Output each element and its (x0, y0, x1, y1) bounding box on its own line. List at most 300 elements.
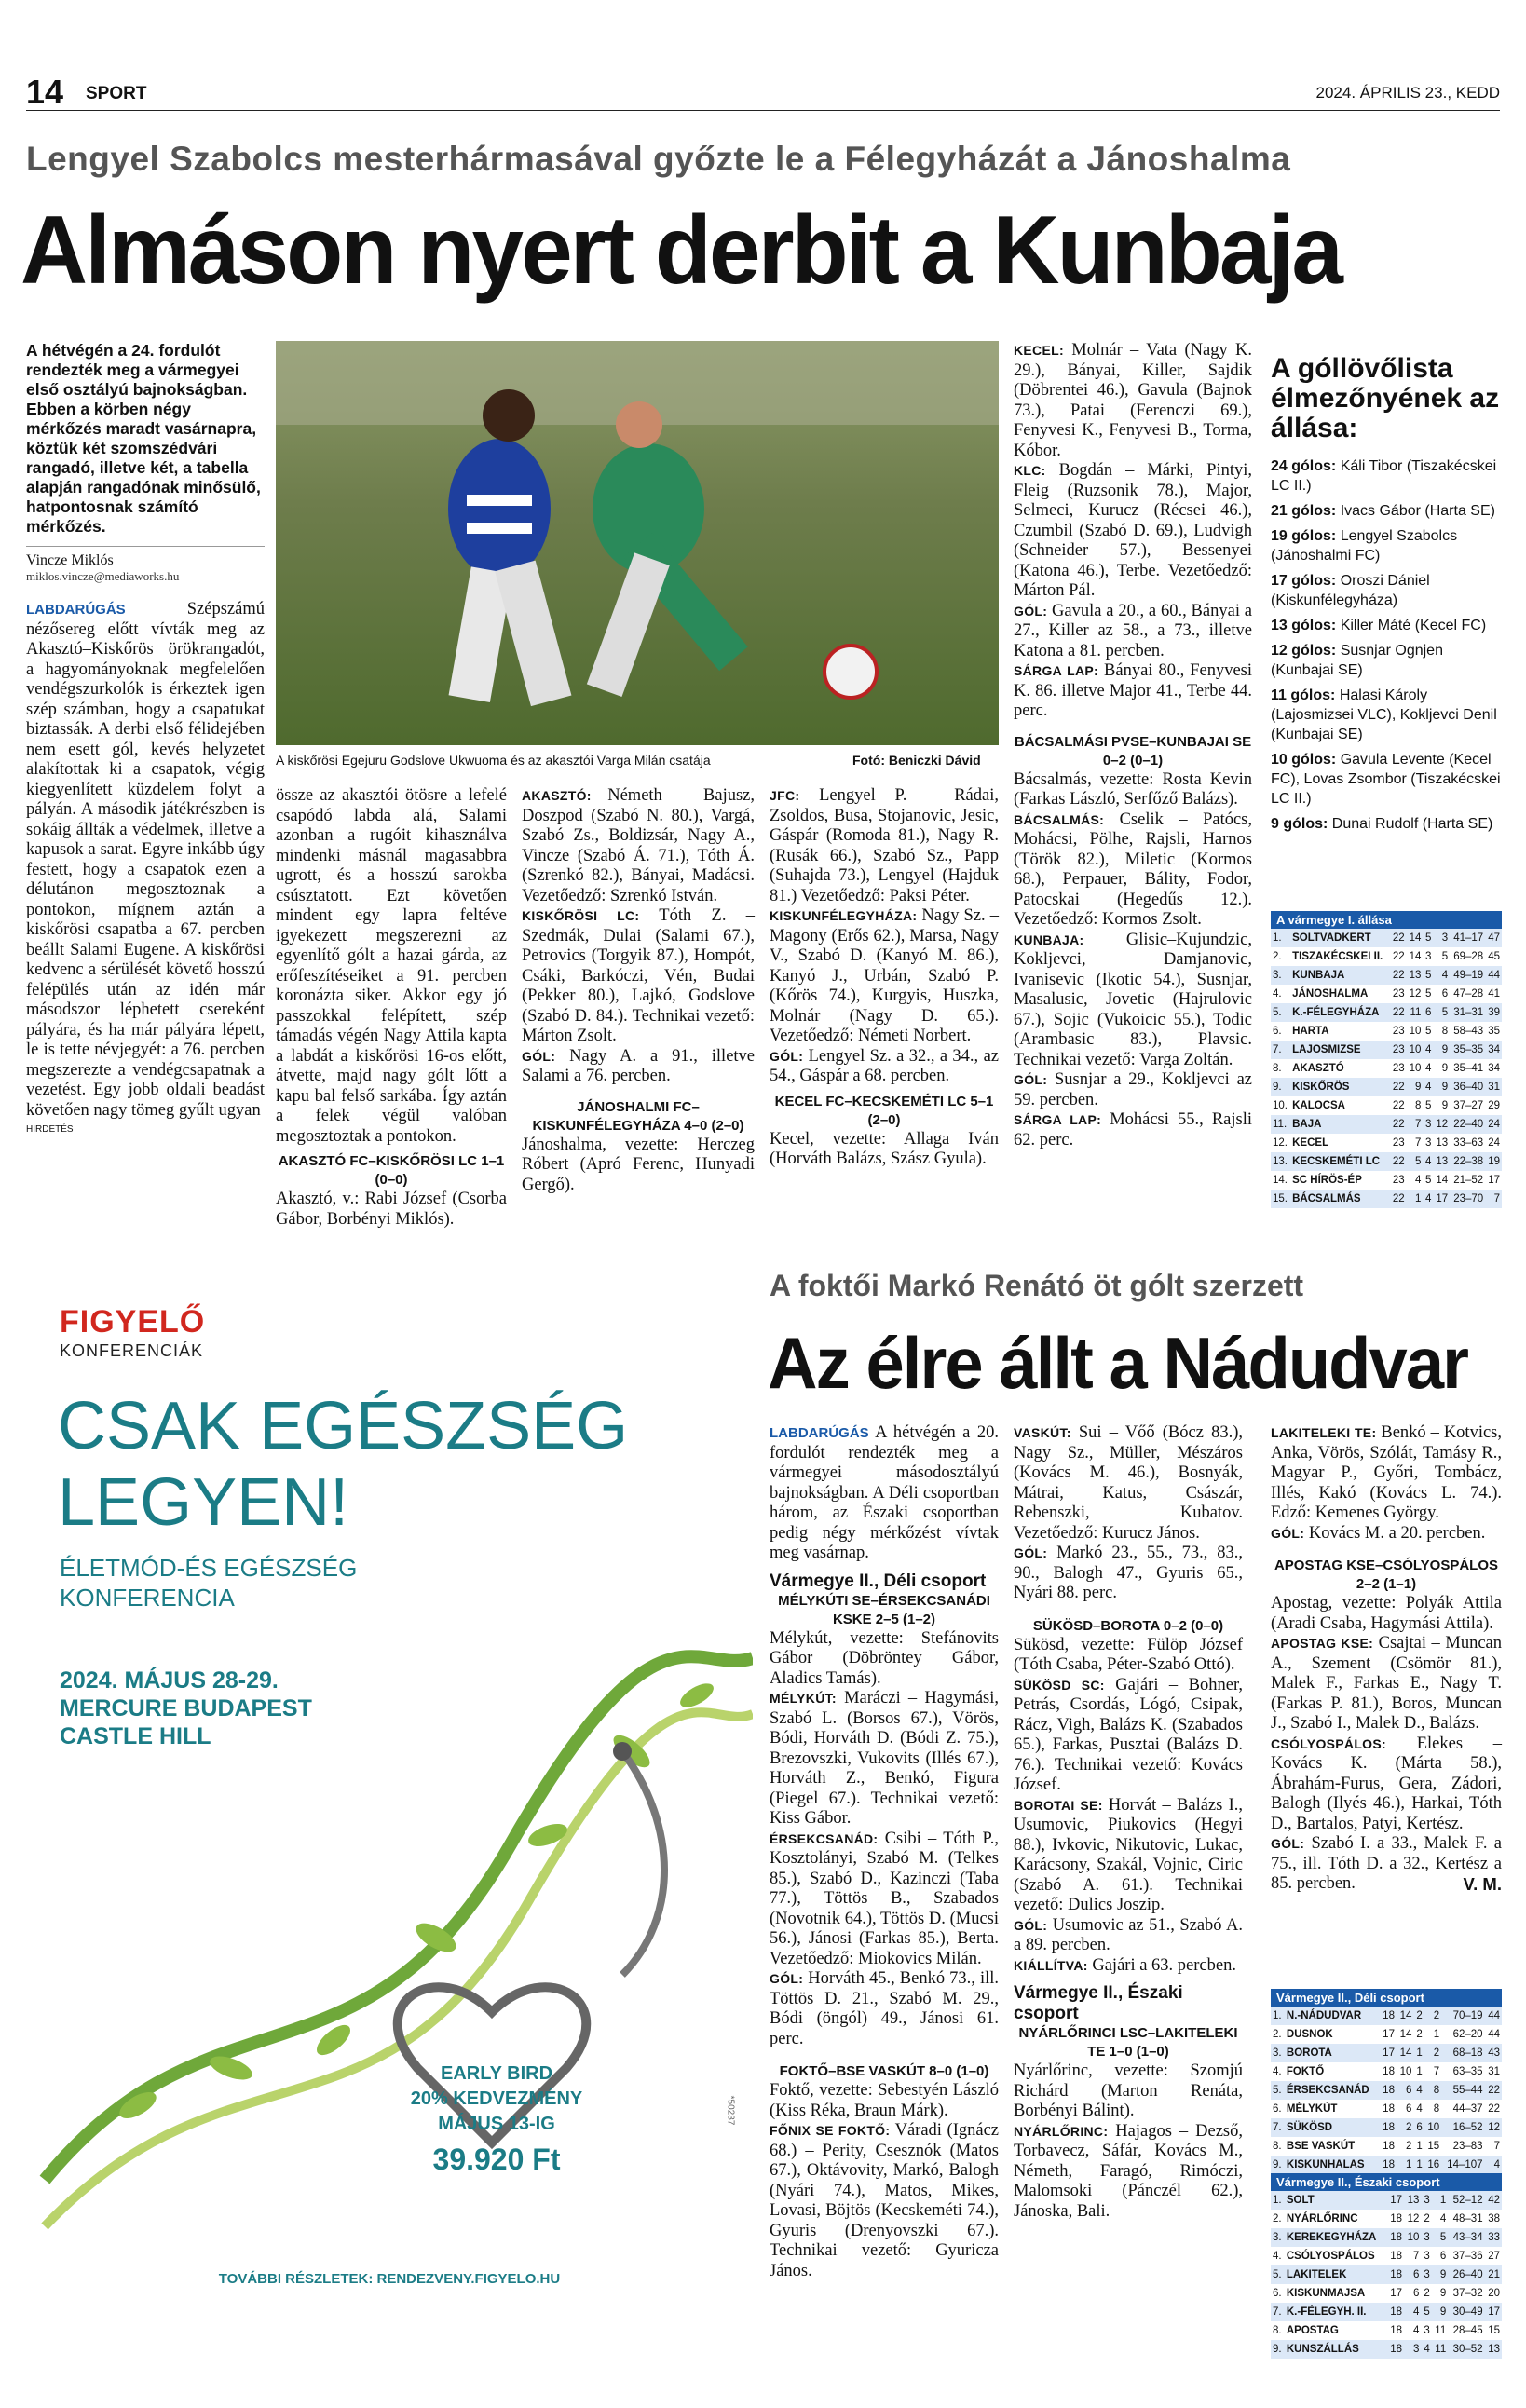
table-cell: 44 (1485, 2007, 1502, 2025)
table-cell: 4 (1423, 1078, 1433, 1096)
table-row (1271, 1059, 1502, 1078)
table-cell: 16–52 (1441, 2118, 1484, 2137)
table-cell: 14 (1399, 2029, 1412, 2040)
table-cell: 5 (1425, 988, 1432, 1000)
table-row (1271, 1041, 1502, 1059)
table-cell: 3 (1423, 1115, 1433, 1134)
table-cell: 43 (1485, 2044, 1502, 2062)
ad-date-1: 2024. MÁJUS 28-29. (60, 1667, 279, 1694)
table-cell: 4 (1416, 2103, 1423, 2115)
table-cell: 9 (1439, 2288, 1447, 2299)
scorer-goals: 21 gólos: (1271, 503, 1337, 519)
table-cell: 10. (1273, 1100, 1288, 1111)
scorer-item (1271, 571, 1502, 610)
table-cell: 9 (1407, 1078, 1424, 1096)
table-cell: 14 (1409, 951, 1422, 962)
table-cell: 18 (1383, 2066, 1395, 2077)
article1-body1: Szépszámú nézősereg előtt vívták meg az Akasztó–Kiskőrös örökrangadót, a hagyományoknak megfelelően vendégszurkolók is érkeztek igen szép számban, hogy a csapatukat biztassák. A derbi első félidejében nem esett gól, kevés helyzetet alakítottak ki a csapatok, végig kiegyenlített küzdelem folyt a pályán. A második játékrészben is sokáig állták a védelmek, illetve a kapusok a sarat. Egyre inkább úgy festett, hogy a csapatok ezen a délutánon megosztoznak a pontokon, mígnem aztán a kiskőrösi csapatba a 67. percben beállt Salami Eugene. A kiskőrösi kedvenc a sérülését követő hosszú felépülés után az idén már másodszor léphetett csereként pályára, és ha már pályára lépett, le is tette névjegyét: a 76. percben megszerezte a vendégcsapatnak a vezetést. Egy jobb oldali beadást követően nagy tömeg gyűlt ugyan (26, 600, 265, 1120)
table-row (1271, 2007, 1502, 2025)
table-cell: 17 (1433, 1190, 1450, 1208)
table-cell: 22 (1390, 1115, 1407, 1134)
table-cell: 11 (1407, 1003, 1424, 1022)
table-cell: 18 (1387, 2228, 1404, 2247)
match4-lineup-bacsalmas: BÁCSALMÁS: Cselik – Patócs, Mohácsi, Pölhe, Rajsli, Harnos (Török 82.), Miletic (Kormos 68.), Perpauer, Bálity, Fodor, Patocskai (Hegedűs 12.). Vezetőedző: Kormos Zsolt. (1014, 809, 1252, 929)
section-label: SPORT (86, 84, 147, 103)
south-match3-header: SÜKÖSD–BOROTA 0–2 (0–0) (1032, 1617, 1224, 1634)
table-cell: 5 (1425, 1175, 1432, 1186)
table-cell: 22–40 (1450, 1115, 1485, 1134)
table-cell: 13 (1407, 966, 1424, 985)
scorer-goals: 9 gólos: (1271, 816, 1328, 832)
table-row (1271, 2265, 1502, 2284)
table-cell: 12 (1433, 1115, 1450, 1134)
table-cell: N.-NÁDUDVAR (1285, 2007, 1380, 2025)
table-cell: AKASZTÓ (1292, 1063, 1344, 1074)
table3-title: Vármegye II., Északi csoport (1271, 2173, 1502, 2191)
table-cell: 52–12 (1448, 2191, 1484, 2210)
table-row (1271, 2062, 1502, 2081)
table-row (1271, 2228, 1502, 2247)
table-cell: LAKITELEK (1285, 2265, 1387, 2284)
table-cell: 6. (1273, 2103, 1282, 2115)
table-cell: 31–31 (1450, 1003, 1485, 1022)
table-cell: 8. (1273, 1063, 1282, 1074)
standings-table-2 (1271, 2007, 1502, 2174)
table-cell: 42 (1485, 2191, 1502, 2210)
table-row (1271, 2191, 1502, 2210)
scorer-name: Káli Tibor (Tiszakécskei LC II.) (1271, 458, 1497, 494)
scorer-goals: 19 gólos: (1271, 528, 1337, 544)
match3-cards: SÁRGA LAP: Bányai 80., Fenyvesi K. 86. illetve Major 41., Terbe 44. perc. (1014, 661, 1253, 720)
table-cell: 45 (1488, 951, 1500, 962)
match2-lineup-felegyhaza: KISKUNFÉLEGYHÁZA: Nagy Sz. – Magony (Erős 62.), Marsa, Nagy V., Szabó D. (Kanyó M. 86.), Kanyó J., Urbán, Szabó P. (Kőrös 74.), Kurgyis, Huszka, Molnár (Nagy D. 65.). Vezetőedző: Németi Norbert. (770, 906, 999, 1045)
south-match1-goals: GÓL: Horváth 45., Benkó 73., ill. Töttös D. 21., Szabó M. 29., Bódi (öngól) 49., Jánosi 61. perc. (770, 1969, 1000, 2048)
table-cell: 4 (1413, 2081, 1424, 2100)
table1-title: A vármegye I. állása (1271, 911, 1502, 929)
table-cell: 41 (1488, 988, 1500, 1000)
table-cell: 9 (1432, 2303, 1448, 2321)
table-cell: 17 (1488, 1175, 1500, 1186)
table-cell: 6 (1423, 1003, 1433, 1022)
table-cell: 7 (1413, 2251, 1420, 2262)
match-photo (276, 341, 999, 745)
table-cell: LAJOSMIZSE (1290, 1041, 1390, 1059)
section-tag: LABDARÚGÁS (26, 602, 126, 618)
match2-goals: GÓL: Lengyel Sz. a 32., a 34., az 54., Gáspár a 68. percben. (770, 1046, 999, 1085)
table-cell: 22 (1390, 1190, 1407, 1208)
article1-col5 (1014, 341, 1252, 1150)
table-cell: 34 (1488, 1063, 1500, 1074)
table-cell: 33 (1485, 2228, 1502, 2247)
table-cell: 18 (1387, 2303, 1404, 2321)
table-cell: KALOCSA (1292, 1100, 1345, 1111)
article2-kicker: A foktői Markó Renátó öt gólt szerzett (770, 1269, 1304, 1302)
table-cell: HARTA (1292, 1026, 1329, 1037)
table-cell: 1 (1413, 2156, 1424, 2174)
table-row (1271, 2303, 1502, 2321)
south-match3-lineup-a: SÜKÖSD SC: Gajári – Bohner, Petrás, Csordás, Lógó, Csipak, Rácz, Vigh, Balázs K. (Szabados 65.), Farkas, Pusztai (Balázs D. 76.). Technikai vezető: Kovács József. (1014, 1675, 1243, 1794)
table-cell: 23–70 (1450, 1190, 1485, 1208)
page-date: 2024. ÁPRILIS 23., KEDD (1315, 84, 1500, 102)
table-row (1271, 985, 1502, 1003)
table-row (1271, 1003, 1502, 1022)
table-cell: 4 (1433, 966, 1450, 985)
table-cell: SOLTVADKERT (1290, 929, 1390, 947)
article2-signature: V. M. (1463, 1874, 1502, 1894)
table-row (1271, 2025, 1502, 2044)
table-cell: 5 (1425, 1100, 1432, 1111)
table-cell: 9 (1432, 2265, 1448, 2284)
table-row (1271, 2247, 1502, 2265)
table-row (1271, 966, 1502, 985)
table-cell: 17 (1390, 2288, 1403, 2299)
table-cell: 1. (1271, 2191, 1285, 2210)
table-cell: 9. (1271, 2340, 1285, 2359)
table-cell: 23–83 (1452, 2141, 1483, 2152)
table-row (1271, 2340, 1502, 2359)
table-cell: 18 (1390, 2325, 1403, 2336)
article1-col2 (276, 786, 507, 1230)
scorer-item (1271, 686, 1502, 744)
south-match2-referee: Foktő, vezette: Sebestyén László (Kiss Réka, Braun Márk). (770, 2081, 999, 2120)
match4-goals: GÓL: Susnjar a 29., Kokljevci az 59. percben. (1014, 1070, 1252, 1109)
table-cell: 5. (1271, 2081, 1285, 2100)
table-cell: FOKTŐ (1286, 2066, 1325, 2077)
scorer-name: Ivacs Gábor (Harta SE) (1340, 503, 1495, 519)
scorer-name: Lengyel Szabolcs (Jánoshalmi FC) (1271, 528, 1458, 564)
table-cell: 34 (1485, 1041, 1502, 1059)
table-row (1271, 2118, 1502, 2137)
table-cell: 2 (1424, 2213, 1430, 2224)
south-match1-lineup-b: ÉRSEKCSANÁD: Csibi – Tóth P., Kosztolányi, Szabó M. (Telkes 85.), Szabó D., Kazinczi (Taba 77.), Töttös B., Szabados (Novotnik 64.), Töttös D. (Mucsi 56.), Jánosi (Farkas 85.), Berta. Vezetőedző: Miokovics Milán. (770, 1829, 999, 1968)
table-cell: KISKUNMAJSA (1286, 2288, 1366, 2299)
table-cell: 3 (1424, 2325, 1430, 2336)
table-cell: 13 (1433, 1152, 1450, 1171)
standings-table-3 (1271, 2191, 1502, 2359)
table-cell: 1 (1416, 2141, 1423, 2152)
table-cell: 11 (1435, 2325, 1447, 2336)
standings-table-1 (1271, 929, 1502, 1208)
match1-referee: Akasztó, v.: Rabi József (Csorba Gábor, Borbényi Miklós). (276, 1190, 507, 1229)
table-cell: 69–28 (1453, 951, 1484, 962)
ad-code: *50237 (725, 2095, 736, 2126)
scorer-goals: 13 gólos: (1271, 618, 1337, 633)
table-cell: 6 (1413, 2288, 1420, 2299)
north-match2-referee: Apostag, vezette: Polyák Attila (Aradi Csaba, Hagymási Attila). (1271, 1594, 1502, 1633)
table-row (1271, 2210, 1502, 2228)
table-cell: 4 (1404, 2303, 1421, 2321)
table-cell: 30–49 (1448, 2303, 1484, 2321)
author-email[interactable]: miklos.vincze@mediaworks.hu (26, 569, 180, 583)
north-match1-header: NYÁRLŐRINCI LSC–LAKITELEKI TE 1–0 (1–0) (1018, 2025, 1238, 2060)
author: Vincze Miklós (26, 552, 114, 568)
table-cell: 1 (1413, 2044, 1424, 2062)
table-cell: 58–43 (1453, 1026, 1484, 1037)
scorer-goals: 24 gólos: (1271, 458, 1337, 474)
scorers-title: A góllövőlista élmezőnyének az állása: (1271, 353, 1500, 443)
table-cell: 18 (1390, 2213, 1403, 2224)
table-cell: 22 (1392, 1100, 1405, 1111)
table-cell: 22 (1392, 951, 1405, 962)
table-cell: 18 (1380, 2118, 1397, 2137)
scorer-name: Halasi Károly (Lajosmizsei VLC), Kokljevci Denil (Kunbajai SE) (1271, 687, 1497, 742)
ad-sub-2: KONFERENCIA (60, 1584, 235, 1612)
table-cell: 3 (1421, 2228, 1431, 2247)
scorer-goals: 17 gólos: (1271, 573, 1337, 589)
table-varmegye1 (1271, 911, 1502, 1208)
table-cell: 39 (1485, 1003, 1502, 1022)
table-cell: 35–35 (1450, 1041, 1485, 1059)
table-cell: 6. (1273, 2288, 1282, 2299)
north-match1-lineup-a: NYÁRLŐRINC: Hajagos – Dezső, Torbavecz, Sáfár, Kovács M., Németh, Faragó, Rimóczi, Malomsoki (Pánczél 62.), Jánoska, Bali. (1014, 2121, 1244, 2221)
table-cell: 15 (1488, 2325, 1500, 2336)
table-cell: 4 (1485, 2156, 1502, 2174)
table-row (1271, 2044, 1502, 2062)
table-cell: 2 (1405, 2141, 1412, 2152)
table-cell: 2 (1397, 2118, 1413, 2137)
ad-price: 39.920 Ft (432, 2143, 561, 2176)
table-cell: 55–44 (1441, 2081, 1484, 2100)
table-cell: 5 (1432, 2228, 1448, 2247)
article2-col1 (770, 1423, 999, 2281)
dna-leaf-illustration (26, 1267, 753, 2320)
south-match1-referee: Mélykút, vezette: Stefánovits Gábor (Döbröntey Gábor, Aladics Tamás). (770, 1628, 999, 1688)
table-cell: 10 (1409, 1063, 1422, 1074)
table-cell: 4 (1415, 1175, 1422, 1186)
scorers-box (1271, 354, 1502, 839)
scorer-name: Dunai Rudolf (Harta SE) (1331, 816, 1493, 832)
table-cell: 22 (1390, 929, 1407, 947)
table-cell: 18 (1387, 2265, 1404, 2284)
table-cell: 10 (1399, 2066, 1412, 2077)
table-cell: 4. (1273, 2066, 1282, 2077)
table-cell: 22 (1485, 2081, 1502, 2100)
table-cell: 14–107 (1441, 2156, 1484, 2174)
table-cell: 3 (1404, 2340, 1421, 2359)
table-cell: 18 (1380, 2081, 1397, 2100)
table-cell: 6 (1397, 2081, 1413, 2100)
south-match1-lineup-a: MÉLYKÚT: Maráczi – Hagymási, Szabó L. (Borsos 67.), Vörös, Bódi, Horváth D. (Bódi Z. 75.), Brezovszki, Vukovits (Illés 67.), Horváth Z., Benkó, Figura (Piegel 67.). Technikai vezető: Kiss Gábor. (770, 1689, 1000, 1828)
table-cell: 14 (1407, 929, 1424, 947)
group-north-heading: Vármegye II., Északi csoport (1014, 1983, 1183, 2023)
table-cell: 49–19 (1450, 966, 1485, 985)
ad-discount: 20% KEDVEZMÉNY (410, 2088, 583, 2109)
table-cell: 3 (1424, 2251, 1430, 2262)
match3-goals: GÓL: Gavula a 20., a 60., Bányai a 27., Killer az 58., a 73., illetve Katona a 81. percben. (1014, 601, 1252, 660)
table-cell: 20 (1488, 2288, 1500, 2299)
south-match3-goals: GÓL: Usumovic az 51., Szabó A. a 89. percben. (1014, 1915, 1243, 1954)
page-number: 14 (26, 73, 64, 111)
table-row (1271, 2137, 1502, 2156)
table-cell: KECSKEMÉTI LC (1290, 1152, 1390, 1171)
match1-header: AKASZTÓ FC–KISKŐRÖSI LC 1–1 (0–0) (278, 1153, 505, 1188)
table-cell: KISKŐRÖS (1290, 1078, 1390, 1096)
table-cell: 23 (1392, 1026, 1405, 1037)
table-cell: 22–38 (1450, 1152, 1485, 1171)
table-cell: 22 (1390, 1003, 1407, 1022)
table-cell: 18 (1383, 2103, 1395, 2115)
table-cell: 4. (1273, 2251, 1282, 2262)
table-row (1271, 1022, 1502, 1041)
table-cell: 14 (1397, 2044, 1413, 2062)
table-cell: 4 (1413, 2325, 1420, 2336)
article1-col4 (770, 786, 999, 1170)
table-cell: BÁCSALMÁS (1290, 1190, 1390, 1208)
table-cell: 11. (1271, 1115, 1290, 1134)
table-cell: 36–40 (1450, 1078, 1485, 1096)
ad-more-info[interactable]: TOVÁBBI RÉSZLETEK: RENDEZVENY.FIGYELO.HU (218, 2271, 561, 2287)
ad-deadline: MÁJUS 13-IG (438, 2114, 555, 2134)
match2-referee: Jánoshalma, vezette: Herczeg Róbert (Apró Ferenc, Hunyadi Gergő). (522, 1135, 755, 1194)
table-cell: APOSTAG (1286, 2325, 1339, 2336)
advert-label: HIRDETÉS (26, 1124, 74, 1135)
table-cell: 22 (1390, 966, 1407, 985)
table-cell: K.-FÉLEGYH. II. (1285, 2303, 1387, 2321)
table-cell: MÉLYKÚT (1286, 2103, 1338, 2115)
table-cell: KECEL (1292, 1137, 1329, 1149)
ad-date-2: MERCURE BUDAPEST (60, 1695, 312, 1721)
table-row (1271, 1078, 1502, 1096)
scorer-item (1271, 814, 1502, 834)
table-cell: 7. (1271, 1041, 1290, 1059)
table-cell: 10 (1409, 1026, 1422, 1037)
north-match2-header: APOSTAG KSE–CSÓLYOSPÁLOS 2–2 (1–1) (1274, 1558, 1499, 1592)
table-cell: 23 (1390, 1041, 1407, 1059)
match3-lineup-kecel: KECEL: Molnár – Vata (Nagy K. 29.), Bányai, Killer, Sajdik (Döbrentei 46.), Gavula (Bajnok 73.), Patai (Ferenczi 69.), Fenyvesi K., Fenyvesi B., Torma, Kóbor. (1014, 341, 1253, 460)
table-cell: 2. (1273, 2029, 1282, 2040)
table-cell: 17 (1380, 2044, 1397, 2062)
table-cell: KUNBAJA (1290, 966, 1390, 985)
ad-headline-1: CSAK EGÉSZSÉG (58, 1389, 629, 1463)
table-cell: 12 (1407, 2213, 1420, 2224)
ad-brand: FIGYELŐ (60, 1304, 206, 1340)
table-row (1271, 947, 1502, 966)
table-cell: KEREKEGYHÁZA (1285, 2228, 1387, 2247)
table-row (1271, 1096, 1502, 1115)
table-cell: 31 (1488, 2066, 1500, 2077)
table-row (1271, 1152, 1502, 1171)
table-cell: 30–52 (1448, 2340, 1484, 2359)
table-cell: 29 (1488, 1100, 1500, 1111)
table-cell: 18 (1380, 2156, 1397, 2174)
table-cell: 5. (1271, 1003, 1290, 1022)
table-cell: 8 (1441, 1026, 1449, 1037)
scorer-item (1271, 641, 1502, 680)
table-cell: 8 (1433, 2103, 1440, 2115)
table-cell: 7. (1271, 2303, 1285, 2321)
table-cell: 14 (1397, 2007, 1413, 2025)
table-cell: 3 (1433, 929, 1450, 947)
table-cell: 6 (1439, 2251, 1447, 2262)
table-cell: 21 (1485, 2265, 1502, 2284)
table-cell: 5 (1407, 1152, 1424, 1171)
south-match3-referee: Sükösd, vezette: Fülöp József (Tóth Csaba, Péter-Szabó Ottó). (1014, 1635, 1243, 1674)
table-cell: 3 (1425, 1137, 1432, 1149)
table-cell: 2. (1273, 2213, 1282, 2224)
table-cell: 8. (1273, 2325, 1282, 2336)
table-cell: 15. (1271, 1190, 1290, 1208)
south-match3-redcard: KIÁLLÍTVA: Gajári a 63. percben. (1014, 1955, 1236, 1975)
table-cell: 21–52 (1453, 1175, 1484, 1186)
table-cell: 6 (1405, 2103, 1412, 2115)
table-cell: 16 (1424, 2156, 1441, 2174)
table-row (1271, 2284, 1502, 2303)
match4-cards: SÁRGA LAP: Mohácsi 55., Rajsli 62. perc. (1014, 1110, 1253, 1150)
table-cell: 12 (1409, 988, 1422, 1000)
table-cell: 5. (1271, 2265, 1285, 2284)
table-cell: 22 (1390, 1152, 1407, 1171)
south-match2-goals: GÓL: Markó 23., 55., 73., 83., 90., Balogh 47., Gyuris 65., Nyári 88. perc. (1014, 1544, 1244, 1602)
table-cell: 19 (1485, 1152, 1502, 1171)
table-cell: 3. (1271, 2228, 1285, 2247)
table-cell: 37–27 (1453, 1100, 1484, 1111)
table-cell: CSÓLYOSPÁLOS (1286, 2251, 1375, 2262)
table-cell: BSE VASKÚT (1286, 2141, 1356, 2152)
table-cell: 14 (1436, 1175, 1449, 1186)
table-row (1271, 2321, 1502, 2340)
table-cell: 6 (1441, 988, 1449, 1000)
table-cell: 35 (1488, 1026, 1500, 1037)
south-match2-lineup-b: VASKÚT: Sui – Vőő (Bócz 83.), Nagy Sz., Müller, Mészáros (Kovács M. 46.), Bosnyák, Mátrai, Katus, Császár, Rebenszki, Kubatov. Vezetőedző: Kurucz János. (1014, 1423, 1244, 1543)
table-cell: 38 (1488, 2213, 1500, 2224)
table-cell: 18 (1380, 2007, 1397, 2025)
table-cell: 28–45 (1452, 2325, 1483, 2336)
match1-lineup-kiskoros: KISKŐRÖSI LC: Tóth Z. – Szedmák, Dulai (Salami 67.), Petrovics (Torgyik 87.), Hompót, Csáki, Barkóczi, Vén, Budai (Pekker 80.), Lajkó, Godslove (Szabó D. 84.). Technikai vezető: Márton Zsolt. (522, 906, 755, 1045)
table-cell: KUNSZÁLLÁS (1285, 2340, 1387, 2359)
table-cell: 12 (1485, 2118, 1502, 2137)
scorer-item (1271, 616, 1502, 635)
table-cell: 33–63 (1453, 1137, 1484, 1149)
table-cell: 5 (1423, 929, 1433, 947)
table-row (1271, 2156, 1502, 2174)
south-match2-header: FOKTŐ–BSE VASKÚT 8–0 (1–0) (779, 2063, 989, 2079)
table-cell: BOROTA (1285, 2044, 1380, 2062)
match2-lineup-jfc: JFC: Lengyel P. – Rádai, Zsoldos, Busa, Stojanovic, Jesic, Gáspár (Romoda 81.), Nagy R. (Rusák 66.), Szabó Sz., Papp (Suhajda 73.), Lengyel (Hajduk 81.) Vezetőedző: Paksi Péter. (770, 786, 999, 905)
table-cell: 3 (1421, 2265, 1431, 2284)
table-row (1271, 1190, 1502, 1208)
table-row (1271, 2081, 1502, 2100)
table-cell: 2 (1424, 2044, 1441, 2062)
south-match3-lineup-b: BOROTAI SE: Horvát – Balázs I., Usumovic, Piukovics (Hegyi 88.), Ivkovic, Nikutovic, Lukac, Karácsony, Szakál, Vojnic, Ciric (Szabó A. 61.). Technikai vezető: Dulics Joszip. (1014, 1795, 1243, 1914)
table-cell: 8. (1273, 2141, 1282, 2152)
table-cell: 2 (1416, 2029, 1423, 2040)
table-north (1271, 2173, 1502, 2359)
scorer-name: Susnjar Ognjen (Kunbajai SE) (1271, 643, 1443, 678)
table-cell: TISZAKÉCSKEI II. (1292, 951, 1383, 962)
ad-brand-sub: KONFERENCIÁK (60, 1341, 204, 1360)
table-cell: 5 (1421, 2303, 1431, 2321)
table-cell: NYÁRLŐRINC (1286, 2213, 1358, 2224)
table-cell: K.-FÉLEGYHÁZA (1290, 1003, 1390, 1022)
article1-title: Almáson nyert derbit a Kunbaja (20, 197, 1342, 305)
table-cell: 10 (1404, 2228, 1421, 2247)
photo-caption: A kiskőrösi Egejuru Godslove Ukwuoma és az akasztói Varga Milán csatája (276, 753, 711, 768)
table-cell: 12. (1273, 1137, 1288, 1149)
table-cell: 5 (1441, 951, 1449, 962)
table-cell: 3 (1425, 951, 1432, 962)
article2-col2 (1014, 1423, 1243, 2222)
table-cell: 1. (1271, 929, 1290, 947)
south-match2-lineup-a: FŐNIX SE FOKTŐ: Váradi (Ignácz 68.) – Perity, Csesznók (Matos 67.), Oktávovity, Markó, Balogh (Nyári 74.), Matos, Mikes, Lovasi, Böjtös (Kecskeméti 74.), Gyuris (Drenyovszki 67.). Technikai vezető: Gyuricza János. (770, 2121, 999, 2280)
table-cell: 5 (1425, 1026, 1432, 1037)
table-cell: 18 (1390, 2251, 1403, 2262)
match4-header: BÁCSALMÁSI PVSE–KUNBAJAI SE 0–2 (0–1) (1014, 733, 1252, 769)
scorer-goals: 11 gólos: (1271, 687, 1336, 703)
table-cell: 41–17 (1450, 929, 1485, 947)
table-row (1271, 1115, 1502, 1134)
table-cell: 43–34 (1448, 2228, 1484, 2247)
ad-headline-2: LEGYEN! (58, 1465, 349, 1540)
